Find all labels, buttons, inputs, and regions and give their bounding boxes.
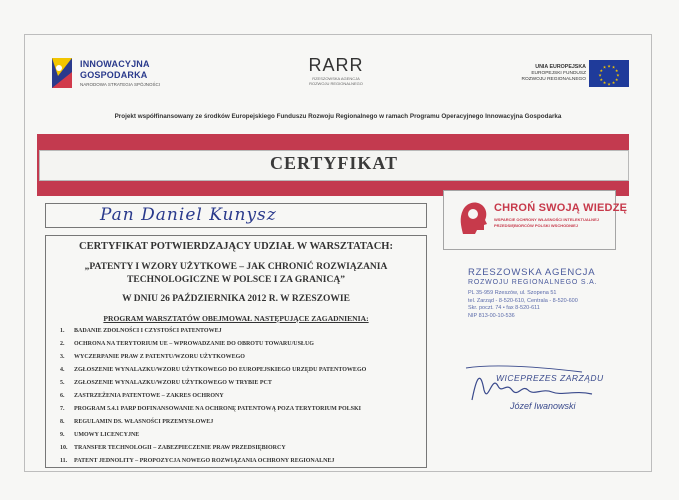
head-profile-icon bbox=[457, 196, 489, 236]
chron-sub2: PRZEDSIĘBIORCÓW POLSKI WSCHODNIEJ bbox=[494, 223, 579, 228]
agency-nip: NIP 813-00-10-536 bbox=[468, 312, 515, 319]
ig-logo-icon bbox=[50, 56, 76, 90]
list-item: 11. PATENT JEDNOLITY – PROPOZYCJA NOWEGO ROZWIĄZANIA OCHRONY REGIONALNEJ bbox=[60, 458, 335, 464]
list-item: 5. ZGŁOSZENIE WYNALAZKU/WZORU UŻYTKOWEGO W TRYBIE PCT bbox=[60, 380, 272, 386]
ue-text bbox=[498, 64, 586, 83]
list-item: 3. WYCZERPANIE PRAW Z PATENTU/WZORU UŻYTKOWEGO bbox=[60, 354, 245, 360]
agency-stamp bbox=[468, 268, 608, 288]
ue-line1: UNIA EUROPEJSKA bbox=[535, 64, 586, 70]
program-heading: PROGRAM WARSZTATÓW OBEJMOWAŁ NASTĘPUJĄCE ZAGADNIENIA: bbox=[103, 314, 369, 323]
svg-text:★: ★ bbox=[614, 76, 619, 82]
rarr-sub1: RZESZOWSKA AGENCJA bbox=[312, 76, 360, 81]
list-item: 10. TRANSFER TECHNOLOGII – ZABEZPIECZENIE PRAW PRZEDSIĘBIORCY bbox=[60, 445, 286, 451]
list-item: 1. BADANIE ZDOLNOŚCI I CZYSTOŚCI PATENTOWEJ bbox=[60, 328, 222, 334]
svg-text:★: ★ bbox=[614, 67, 619, 73]
list-item: 8. REGULAMIN DS. WŁASNOŚCI PRZEMYSŁOWEJ bbox=[60, 419, 214, 425]
list-item: 7. PROGRAM 5.4.1 PARP DOFINANSOWANIE NA OCHRONĘ PATENTOWĄ POZA TERYTORIUM POLSKI bbox=[60, 406, 361, 412]
agency-details bbox=[468, 290, 608, 320]
agency-address: PL 35-959 Rzeszów, ul. Szopena 51 bbox=[468, 290, 557, 296]
svg-text:★: ★ bbox=[602, 64, 607, 70]
agency-pobox: Skr. poczt. 74 • fax 8-520-611 bbox=[468, 305, 540, 311]
svg-text:★: ★ bbox=[616, 72, 620, 78]
ig-line1: INNOWACYJNA bbox=[80, 59, 150, 69]
recipient-name: Pan Daniel Kunysz bbox=[100, 205, 277, 225]
list-item: 9. UMOWY LICENCYJNE bbox=[60, 432, 140, 438]
svg-text:★: ★ bbox=[607, 81, 611, 87]
ue-line2: EUROPEJSKI FUNDUSZ bbox=[531, 71, 586, 76]
ig-line3: NARODOWA STRATEGIA SPÓJNOŚCI bbox=[80, 82, 161, 87]
innowacyjna-gospodarka-logo bbox=[50, 56, 180, 92]
svg-text:★: ★ bbox=[602, 80, 607, 86]
list-item: 2. OCHRONA NA TERYTORIUM UE – WPROWADZANIE DO OBROTU TOWARU/USŁUG bbox=[60, 341, 314, 347]
signatory-role: WICEPREZES ZARZĄDU bbox=[496, 373, 604, 383]
workshop-heading: CERTYFIKAT POTWIERDZAJĄCY UDZIAŁ W WARSZTATACH: bbox=[79, 241, 393, 252]
ue-line3: ROZWOJU REGIONALNEGO bbox=[521, 77, 586, 82]
svg-text:★: ★ bbox=[598, 72, 602, 78]
certificate-title: CERTYFIKAT bbox=[269, 153, 399, 173]
chron-title: CHROŃ SWOJĄ WIEDZĘ bbox=[494, 202, 628, 214]
ig-line2: GOSPODARKA bbox=[80, 70, 148, 80]
agency-tel: tel. Zarząd - 8-520-610, Centrala - 8-520-600 bbox=[468, 297, 578, 304]
rarr-logo bbox=[296, 55, 376, 86]
svg-text:★: ★ bbox=[607, 63, 611, 69]
rarr-sub2: ROZWOJU REGIONALNEGO bbox=[309, 81, 363, 86]
workshop-date: W DNIU 26 PAŹDZIERNIKA 2012 R. W RZESZOWIE bbox=[122, 294, 350, 304]
chron-subtitle bbox=[494, 217, 612, 229]
agency-name2: ROZWOJU REGIONALNEGO S.A. bbox=[468, 279, 598, 286]
workshop-topic-line2: TECHNOLOGICZNE W POLSCE I ZA GRANICĄ” bbox=[127, 275, 345, 285]
svg-text:★: ★ bbox=[611, 64, 616, 70]
rarr-wordmark: RARR bbox=[308, 55, 364, 75]
agency-name1: RZESZOWSKA AGENCJA bbox=[468, 267, 596, 278]
svg-text:★: ★ bbox=[599, 76, 604, 82]
eu-flag-icon bbox=[589, 60, 629, 87]
chron-sub1: WSPARCIE OCHRONY WŁASNOŚCI INTELEKTUALNEJ bbox=[494, 217, 599, 222]
list-item: 6. ZASTRZEŻENIA PATENTOWE – ZAKRES OCHRONY bbox=[60, 393, 224, 399]
svg-text:★: ★ bbox=[599, 67, 604, 73]
workshop-topic-line1: „PATENTY I WZORY UŻYTKOWE – JAK CHRONIĆ ROZWIĄZANIA bbox=[84, 262, 388, 272]
list-item: 4. ZGŁOSZENIE WYNALAZKU/WZORU UŻYTKOWEGO DO EUROPEJSKIEGO URZĘDU PATENTOWEGO bbox=[60, 367, 367, 373]
cofinancing-note: Projekt współfinansowany ze środków Europejskiego Funduszu Rozwoju Regionalnego w ramach Programu Operacyjnego Innowacyjna Gospodarka bbox=[114, 113, 562, 120]
signatory-name: Józef Iwanowski bbox=[510, 401, 576, 411]
svg-text:★: ★ bbox=[611, 80, 616, 86]
